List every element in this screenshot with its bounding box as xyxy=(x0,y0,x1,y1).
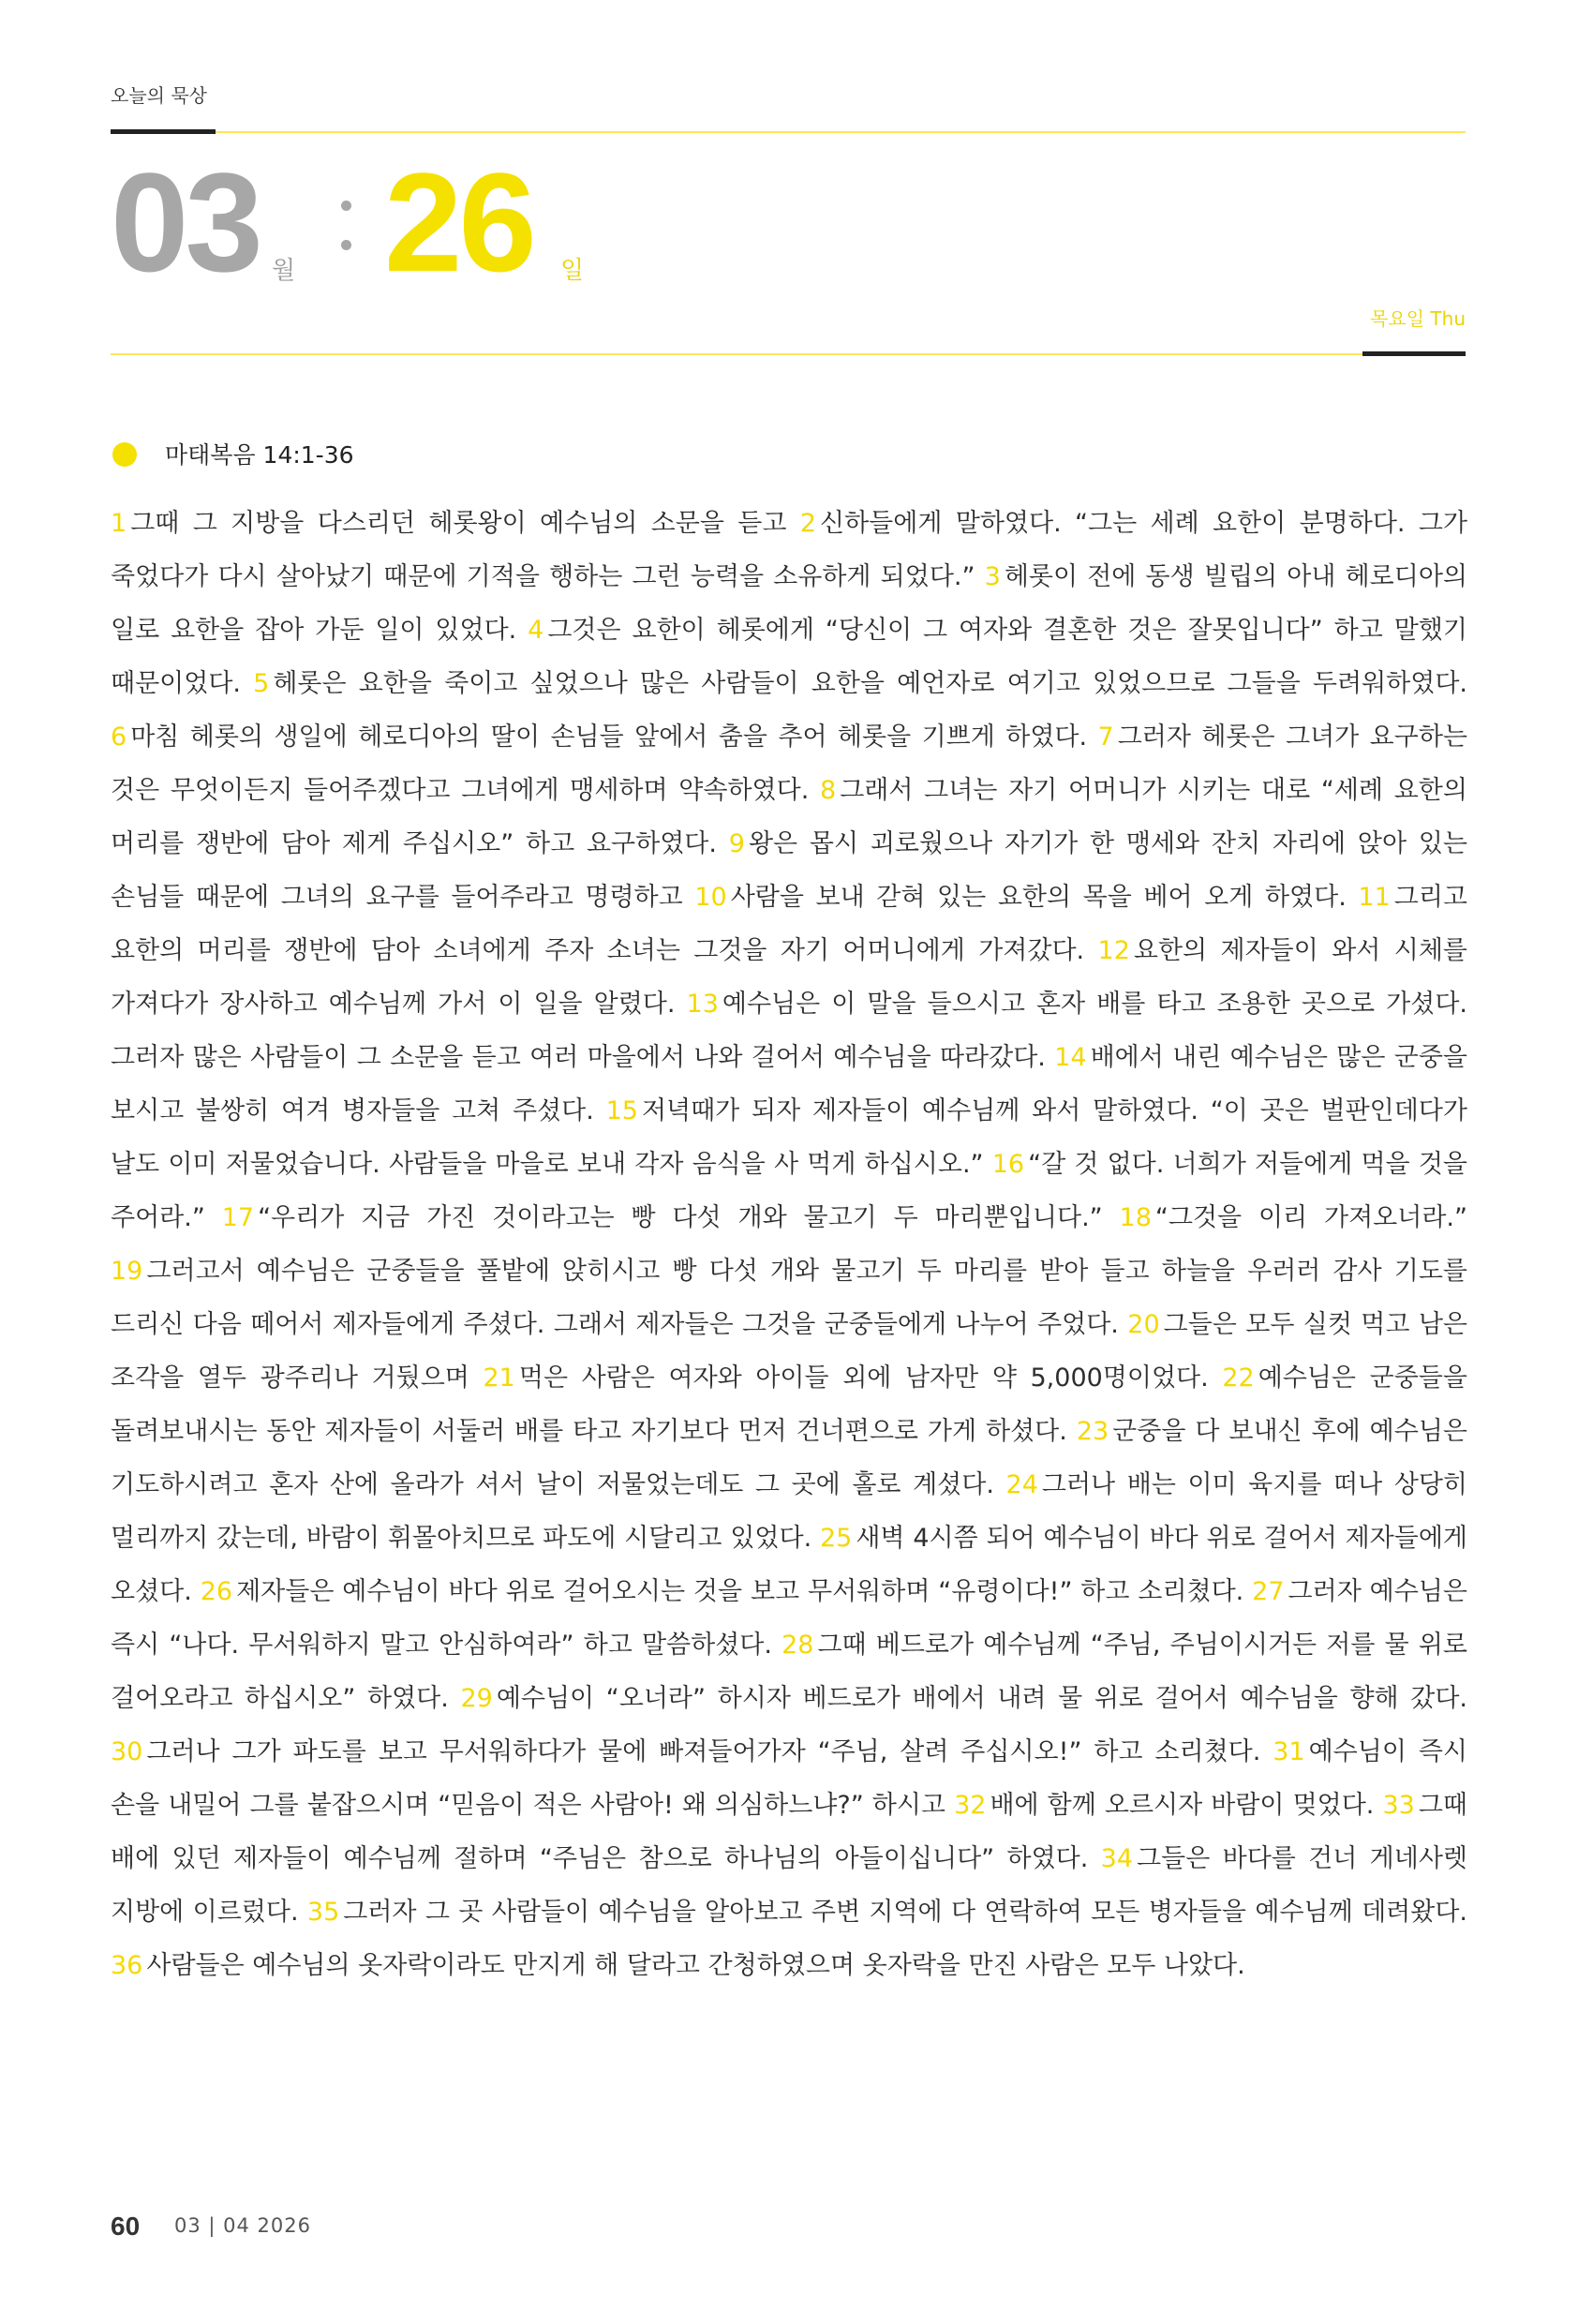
header-divider-accent xyxy=(1362,351,1466,356)
verse-text: 제자들은 예수님이 바다 위로 걸어오시는 것을 보고 무서워하며 “유령이다!” 하고 소리쳤다. xyxy=(236,1577,1244,1606)
verse-number: 19 xyxy=(111,1257,143,1286)
verse-text: 군중을 다 보내신 후에 예수님은 기도하시려고 혼자 산에 올라가 셔서 날이 저물었는데도 그 곳에 홀로 계셨다. xyxy=(111,1417,1467,1499)
verse-text: 배에 함께 오르시자 바람이 멎었다. xyxy=(990,1791,1375,1820)
verse-number: 11 xyxy=(1358,883,1391,912)
verse-number: 36 xyxy=(111,1951,143,1980)
verse-text: “갈 것 없다. 너희가 저들에게 먹을 것을 주어라.” xyxy=(111,1150,1467,1232)
verse-text: 배에서 내린 예수님은 많은 군중을 보시고 불쌍히 여겨 병자들을 고쳐 주셨다. xyxy=(111,1043,1468,1125)
verse-text: 요한의 제자들이 와서 시체를 가져다가 장사하고 예수님께 가서 이 일을 알렸다. xyxy=(111,936,1468,1019)
verse-number: 16 xyxy=(991,1150,1025,1179)
verse-number: 29 xyxy=(460,1684,493,1713)
verse-number: 13 xyxy=(686,990,719,1019)
verse-number: 1 xyxy=(111,509,127,538)
verse-number: 7 xyxy=(1097,723,1114,752)
verse-text: 예수님은 군중들을 돌려보내시는 동안 제자들이 서둘러 배를 타고 자기보다 먼저 건너편으로 가게 하셨다. xyxy=(111,1363,1467,1446)
verse-number: 31 xyxy=(1273,1737,1305,1766)
weekday-label: 목요일 Thu xyxy=(1370,307,1466,330)
verse-number: 6 xyxy=(111,723,127,752)
verse-number: 28 xyxy=(782,1631,814,1660)
issue-label: 03 | 04 2026 xyxy=(174,2214,311,2237)
verse-number: 35 xyxy=(306,1898,340,1927)
verse-number: 9 xyxy=(728,829,745,858)
verse-text: 사람들은 예수님의 옷자락이라도 만지게 해 달라고 간청하였으며 옷자락을 만진 사람은 모두 나았다. xyxy=(146,1951,1245,1980)
verse-text: 먹은 사람은 여자와 아이들 외에 남자만 약 5,000명이었다. xyxy=(518,1363,1209,1393)
verse-text: 왕은 몹시 괴로웠으나 자기가 한 맹세와 잔치 자리에 앉아 있는 손님들 때문에 그녀의 요구를 들어주라고 명령하고 xyxy=(111,829,1467,912)
month-number: 03 xyxy=(111,143,260,301)
verse-number: 3 xyxy=(984,562,1001,591)
verse-text: 마침 헤롯의 생일에 헤로디아의 딸이 손님들 앞에서 춤을 추어 헤롯을 기쁘게 하였다. xyxy=(130,723,1088,752)
bullet-dot-icon xyxy=(112,442,137,467)
verse-text: 예수님이 즉시 손을 내밀어 그를 붙잡으시며 “믿음이 적은 사람아! 왜 의심하느냐?” 하시고 xyxy=(111,1737,1467,1820)
verse-text: 그러나 그가 파도를 보고 무서워하다가 물에 빠져들어가자 “주님, 살려 주십시오!” 하고 소리쳤다. xyxy=(146,1737,1261,1766)
verse-number: 33 xyxy=(1382,1791,1415,1820)
passage-reference: 마태복음 14:1-36 xyxy=(165,441,354,469)
verse-number: 34 xyxy=(1100,1844,1134,1873)
verse-text: 그래서 그녀는 자기 어머니가 시키는 대로 “세례 요한의 머리를 쟁반에 담아 제게 주십시오” 하고 요구하였다. xyxy=(111,776,1467,858)
verse-number: 12 xyxy=(1097,936,1130,965)
section-label: 오늘의 묵상 xyxy=(111,84,207,107)
page-number: 60 xyxy=(111,2212,141,2241)
verse-number: 17 xyxy=(221,1203,255,1232)
verse-number: 2 xyxy=(799,509,816,538)
verse-number: 25 xyxy=(819,1524,853,1553)
verse-number: 10 xyxy=(694,883,727,912)
verse-text: 그것은 요한이 헤롯에게 “당신이 그 여자와 결혼한 것은 잘못입니다” 하고 말했기 때문이었다. xyxy=(111,616,1467,698)
scripture-body xyxy=(111,497,1467,1992)
verse-text: 그들은 바다를 건너 게네사렛 지방에 이르렀다. xyxy=(111,1844,1468,1927)
verse-number: 18 xyxy=(1119,1203,1152,1232)
top-divider xyxy=(111,131,1466,133)
verse-number: 4 xyxy=(528,616,544,645)
verse-text: 그들은 모두 실컷 먹고 남은 조각을 열두 광주리나 거뒀으며 xyxy=(111,1310,1467,1393)
top-divider-accent xyxy=(111,129,216,134)
verse-number: 15 xyxy=(605,1096,638,1125)
verse-number: 5 xyxy=(253,669,270,698)
verse-number: 23 xyxy=(1076,1417,1109,1446)
day-number: 26 xyxy=(384,143,533,301)
verse-number: 27 xyxy=(1252,1577,1285,1606)
verse-number: 30 xyxy=(111,1737,143,1766)
verse-text: 그러고서 예수님은 군중들을 풀밭에 앉히시고 빵 다섯 개와 물고기 두 마리를 받아 들고 하늘을 우러러 감사 기도를 드리신 다음 떼어서 제자들에게 주셨다. 그래서 제자들은 그것을 군중들에게 나누어 주었다. xyxy=(111,1257,1467,1339)
verse-text: 그리고 요한의 머리를 쟁반에 담아 소녀에게 주자 소녀는 그것을 자기 어머니에게 가져갔다. xyxy=(111,883,1467,965)
verse-text: 예수님은 이 말을 들으시고 혼자 배를 타고 조용한 곳으로 가셨다. 그러자 많은 사람들이 그 소문을 듣고 여러 마을에서 나와 걸어서 예수님을 따라갔다. xyxy=(111,990,1467,1072)
verse-number: 21 xyxy=(483,1363,515,1393)
verse-number: 8 xyxy=(820,776,837,805)
date-separator-dot xyxy=(341,240,351,250)
verse-text: 그때 그 지방을 다스리던 헤롯왕이 예수님의 소문을 듣고 xyxy=(130,509,787,538)
verse-text: 새벽 4시쯤 되어 예수님이 바다 위로 걸어서 제자들에게 오셨다. xyxy=(111,1524,1467,1606)
verse-text: 그러자 예수님은 즉시 “나다. 무서워하지 말고 안심하여라” 하고 말씀하셨다. xyxy=(111,1577,1467,1660)
verse-text: 헤롯이 전에 동생 빌립의 아내 헤로디아의 일로 요한을 잡아 가둔 일이 있었다. xyxy=(111,562,1467,645)
verse-text: 그때 배에 있던 제자들이 예수님께 절하며 “주님은 참으로 하나님의 아들이십니다” 하였다. xyxy=(111,1791,1467,1873)
verse-text: 그러자 헤롯은 그녀가 요구하는 것은 무엇이든지 들어주겠다고 그녀에게 맹세하며 약속하였다. xyxy=(111,723,1467,805)
verse-text: 그때 베드로가 예수님께 “주님, 주님이시거든 저를 물 위로 걸어오라고 하십시오” 하였다. xyxy=(111,1631,1467,1713)
verse-number: 22 xyxy=(1222,1363,1255,1393)
verse-number: 32 xyxy=(954,1791,987,1820)
verse-text: 저녁때가 되자 제자들이 예수님께 와서 말하였다. “이 곳은 벌판인데다가 날도 이미 저물었습니다. 사람들을 마을로 보내 각자 음식을 사 먹게 하십시오.” xyxy=(111,1096,1468,1179)
verse-text: 그러자 그 곳 사람들이 예수님을 알아보고 주변 지역에 다 연락하여 모든 병자들을 예수님께 데려왔다. xyxy=(343,1898,1467,1927)
month-unit: 월 xyxy=(272,257,296,285)
verse-text: “우리가 지금 가진 것이라고는 빵 다섯 개와 물고기 두 마리뿐입니다.” xyxy=(258,1203,1103,1232)
verse-number: 26 xyxy=(200,1577,233,1606)
verse-text: 사람을 보내 갇혀 있는 요한의 목을 베어 오게 하였다. xyxy=(730,883,1347,912)
verse-text: 신하들에게 말하였다. “그는 세례 요한이 분명하다. 그가 죽었다가 다시 살아났기 때문에 기적을 행하는 그런 능력을 소유하게 되었다.” xyxy=(111,509,1467,591)
verse-number: 20 xyxy=(1127,1310,1160,1339)
header-divider xyxy=(111,353,1466,355)
verse-text: 그러나 배는 이미 육지를 떠나 상당히 멀리까지 갔는데, 바람이 휘몰아치므로 파도에 시달리고 있었다. xyxy=(111,1470,1467,1553)
date-separator-dot xyxy=(341,201,351,211)
verse-text: 예수님이 “오너라” 하시자 베드로가 배에서 내려 물 위로 걸어서 예수님을 향해 갔다. xyxy=(496,1684,1467,1713)
verse-number: 14 xyxy=(1054,1043,1087,1072)
verse-text: 헤롯은 요한을 죽이고 싶었으나 많은 사람들이 요한을 예언자로 여기고 있었으므로 그들을 두려워하였다. xyxy=(273,669,1468,698)
verse-text: “그것을 이리 가져오너라.” xyxy=(1154,1203,1467,1232)
day-unit: 일 xyxy=(560,257,585,285)
verse-number: 24 xyxy=(1005,1470,1038,1499)
